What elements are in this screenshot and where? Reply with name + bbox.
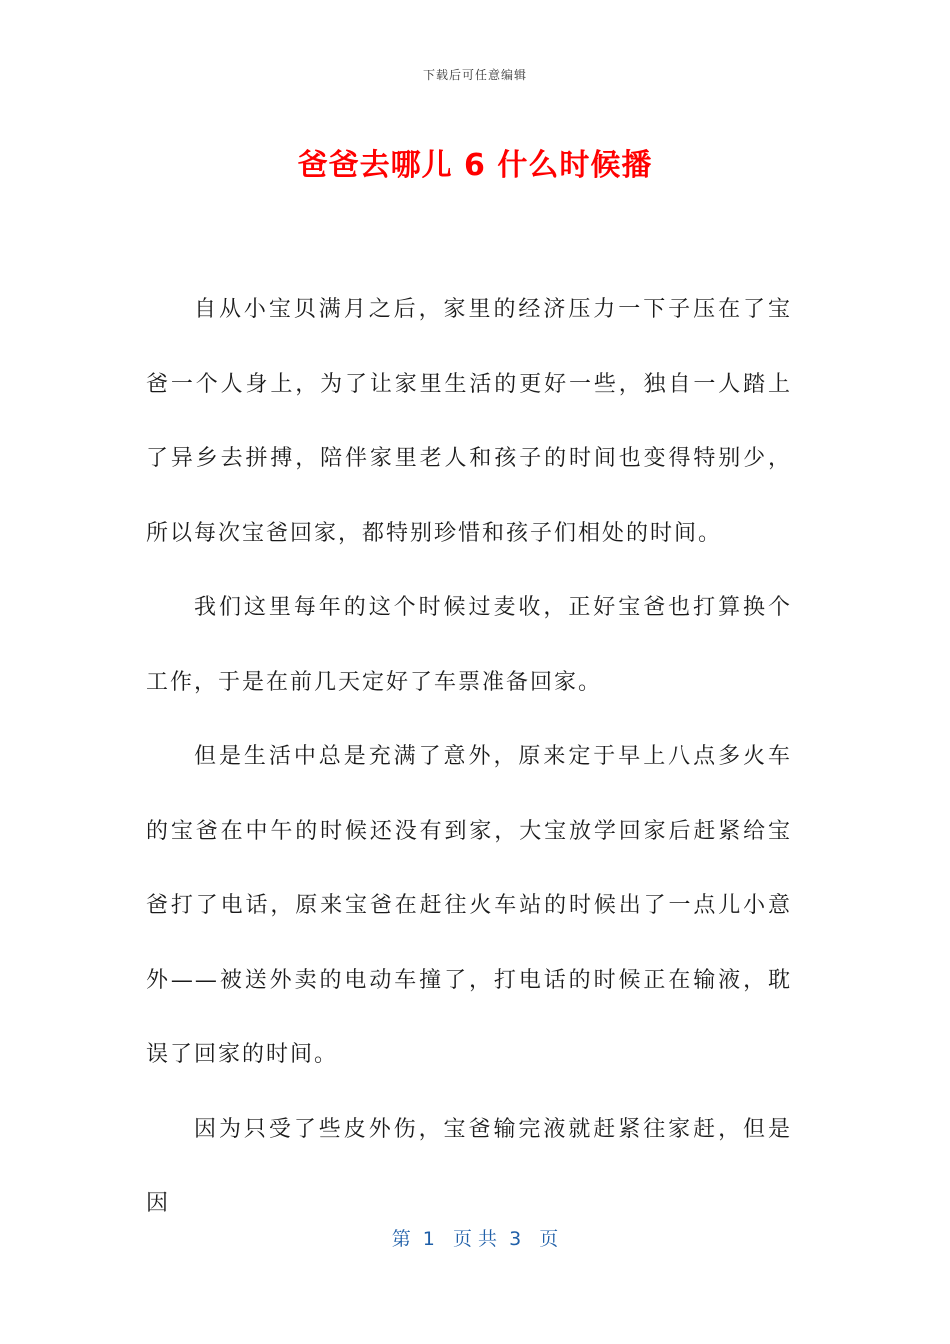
paragraph-3: 但是生活中总是充满了意外，原来定于早上八点多火车的宝爸在中午的时候还没有到家，大宝放学回家后赶紧给宝爸打了电话，原来宝爸在赶往火车站的时候出了一点儿小意外——被送外卖的电动车撞了，打电话的时候正在输液，耽误了回家的时间。: [146, 744, 792, 1067]
page-number-footer: 第 1 页 共 3 页: [391, 1228, 559, 1250]
paragraph-1: 自从小宝贝满月之后，家里的经济压力一下子压在了宝爸一个人身上，为了让家里生活的更好一些，独自一人踏上了异乡去拼搏，陪伴家里老人和孩子的时间也变得特别少，所以每次宝爸回家，都特别珍惜和孩子们相处的时间。: [146, 297, 792, 546]
paragraph-2: 我们这里每年的这个时候过麦收，正好宝爸也打算换个工作，于是在前几天定好了车票准备回家。: [146, 595, 792, 695]
header-note: 下载后可任意编辑: [422, 68, 527, 82]
paragraph-4: 因为只受了些皮外伤，宝爸输完液就赶紧往家赶，但是因: [146, 1116, 792, 1216]
document-title: 爸爸去哪儿 6 什么时候播: [297, 148, 653, 183]
document-body: [146, 273, 792, 1242]
